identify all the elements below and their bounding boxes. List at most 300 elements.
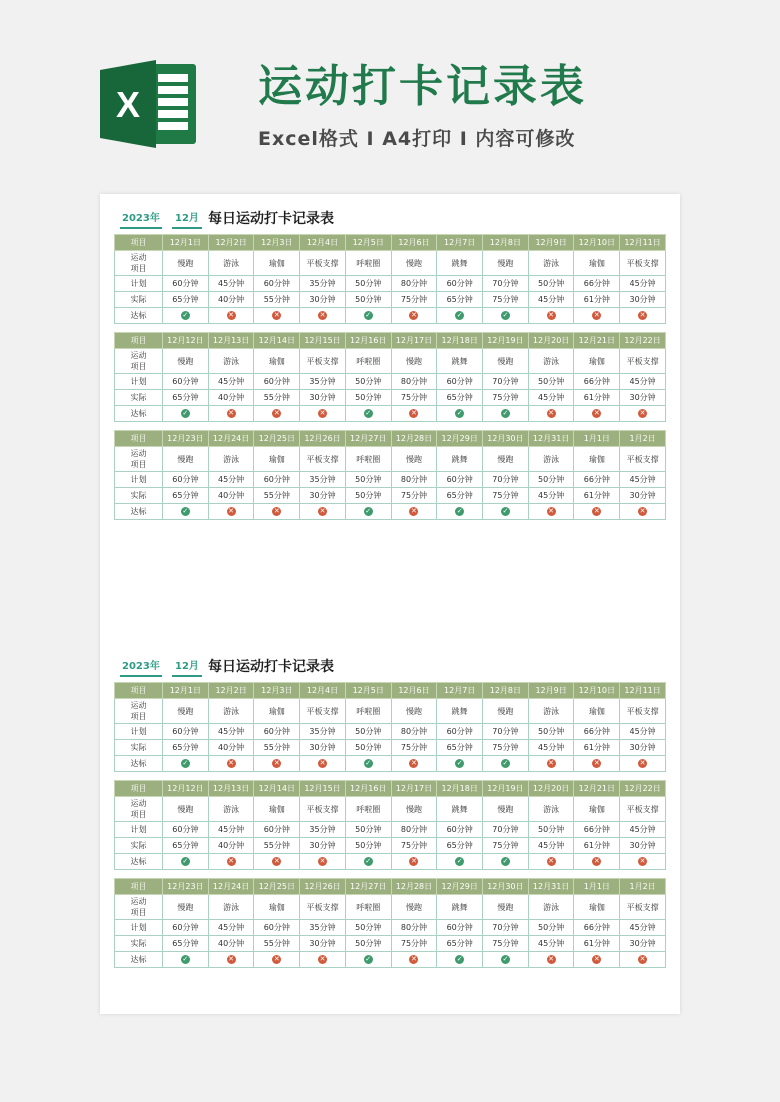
plan-cell: 45分钟 (208, 822, 254, 838)
cross-circle-icon: ✕ (548, 311, 555, 319)
cross-circle-icon: ✕ (639, 955, 646, 963)
check-circle-icon: ✓ (182, 759, 189, 767)
done-label: 达标 (115, 406, 163, 422)
done-cell (483, 308, 529, 324)
done-cell (163, 504, 209, 520)
activity-cell: 慢跑 (163, 349, 209, 374)
actual-cell: 30分钟 (300, 838, 346, 854)
cross-circle-icon: ✕ (228, 409, 235, 417)
activity-cell: 瑜伽 (574, 447, 620, 472)
activity-label-line2: 项目 (130, 264, 147, 273)
actual-cell: 61分钟 (574, 740, 620, 756)
date-cell: 12月11日 (620, 235, 666, 251)
done-row (115, 854, 666, 870)
plan-cell: 80分钟 (391, 374, 437, 390)
plan-cell: 35分钟 (300, 724, 346, 740)
cross-circle-icon: ✕ (319, 955, 326, 963)
sheet (100, 194, 680, 1014)
activity-label (115, 895, 163, 920)
done-cell (208, 504, 254, 520)
checkin-table (114, 234, 666, 324)
cross-circle-icon: ✕ (228, 857, 235, 865)
actual-cell: 30分钟 (300, 488, 346, 504)
check-circle-icon: ✓ (502, 857, 509, 865)
date-cell: 12月27日 (345, 879, 391, 895)
section-header (114, 656, 666, 682)
cross-circle-icon: ✕ (319, 857, 326, 865)
date-cell: 12月6日 (391, 235, 437, 251)
cross-circle-icon: ✕ (593, 955, 600, 963)
date-cell: 12月17日 (391, 333, 437, 349)
done-cell (483, 406, 529, 422)
done-cell (163, 308, 209, 324)
excel-logo-icon (100, 58, 200, 150)
plan-cell: 50分钟 (345, 920, 391, 936)
done-cell (208, 952, 254, 968)
date-cell: 12月7日 (437, 683, 483, 699)
done-cell (345, 406, 391, 422)
plan-cell: 45分钟 (620, 724, 666, 740)
actual-cell: 30分钟 (300, 740, 346, 756)
activity-cell: 游泳 (528, 797, 574, 822)
done-cell (437, 406, 483, 422)
actual-cell: 65分钟 (437, 488, 483, 504)
actual-cell: 75分钟 (483, 390, 529, 406)
done-cell (208, 308, 254, 324)
check-circle-icon: ✓ (365, 759, 372, 767)
done-label: 达标 (115, 504, 163, 520)
plan-cell: 60分钟 (254, 472, 300, 488)
date-cell: 12月12日 (163, 333, 209, 349)
date-cell: 12月28日 (391, 431, 437, 447)
plan-cell: 45分钟 (620, 920, 666, 936)
done-cell (620, 756, 666, 772)
check-circle-icon: ✓ (502, 311, 509, 319)
section-title: 每日运动打卡记录表 (208, 211, 334, 227)
actual-cell: 75分钟 (483, 740, 529, 756)
plan-cell: 70分钟 (483, 724, 529, 740)
cross-circle-icon: ✕ (593, 857, 600, 865)
check-circle-icon: ✓ (456, 955, 463, 963)
activity-cell: 慢跑 (163, 797, 209, 822)
done-cell (620, 854, 666, 870)
done-cell (345, 952, 391, 968)
date-row (115, 781, 666, 797)
date-cell: 12月31日 (528, 431, 574, 447)
date-cell: 12月13日 (208, 781, 254, 797)
activity-cell: 平板支撑 (300, 251, 346, 276)
done-cell (528, 406, 574, 422)
date-cell: 12月27日 (345, 431, 391, 447)
done-cell (391, 406, 437, 422)
actual-cell: 40分钟 (208, 292, 254, 308)
activity-cell: 瑜伽 (574, 251, 620, 276)
date-cell: 12月20日 (528, 333, 574, 349)
plan-cell: 35分钟 (300, 920, 346, 936)
done-cell (483, 756, 529, 772)
header-item-label: 项目 (115, 683, 163, 699)
actual-cell: 30分钟 (300, 292, 346, 308)
activity-label-line1: 运动 (130, 449, 147, 458)
activity-label-line1: 运动 (130, 701, 147, 710)
date-cell: 12月30日 (483, 431, 529, 447)
checkin-table (114, 332, 666, 422)
done-cell (345, 308, 391, 324)
done-cell (345, 854, 391, 870)
done-cell (574, 952, 620, 968)
activity-cell: 呼啦圈 (345, 699, 391, 724)
plan-cell: 45分钟 (620, 276, 666, 292)
cross-circle-icon: ✕ (639, 507, 646, 515)
done-cell (574, 854, 620, 870)
plan-label: 计划 (115, 472, 163, 488)
plan-row (115, 920, 666, 936)
page-title: 运动打卡记录表 (258, 61, 587, 112)
date-row (115, 683, 666, 699)
plan-cell: 60分钟 (254, 724, 300, 740)
actual-row (115, 292, 666, 308)
done-cell (483, 952, 529, 968)
checkin-table (114, 878, 666, 968)
plan-cell: 35分钟 (300, 472, 346, 488)
actual-cell: 75分钟 (483, 488, 529, 504)
cross-circle-icon: ✕ (273, 507, 280, 515)
activity-cell: 慢跑 (163, 699, 209, 724)
plan-cell: 45分钟 (620, 822, 666, 838)
activity-cell: 跳舞 (437, 797, 483, 822)
plan-cell: 60分钟 (163, 472, 209, 488)
actual-cell: 30分钟 (300, 390, 346, 406)
activity-cell: 呼啦圈 (345, 447, 391, 472)
actual-label: 实际 (115, 740, 163, 756)
plan-row (115, 276, 666, 292)
done-label: 达标 (115, 756, 163, 772)
activity-cell: 平板支撑 (620, 797, 666, 822)
plan-cell: 66分钟 (574, 374, 620, 390)
date-cell: 12月8日 (483, 683, 529, 699)
activity-row (115, 447, 666, 472)
actual-cell: 75分钟 (391, 488, 437, 504)
done-cell (574, 504, 620, 520)
cross-circle-icon: ✕ (273, 409, 280, 417)
done-cell (300, 308, 346, 324)
actual-cell: 50分钟 (345, 838, 391, 854)
cross-circle-icon: ✕ (319, 759, 326, 767)
check-circle-icon: ✓ (182, 955, 189, 963)
date-cell: 12月21日 (574, 333, 620, 349)
date-cell: 12月17日 (391, 781, 437, 797)
plan-label: 计划 (115, 724, 163, 740)
actual-row (115, 838, 666, 854)
cross-circle-icon: ✕ (548, 409, 555, 417)
done-cell (254, 308, 300, 324)
date-cell: 12月10日 (574, 235, 620, 251)
tracker-section (114, 656, 666, 976)
done-row (115, 952, 666, 968)
cross-circle-icon: ✕ (319, 507, 326, 515)
week-block (114, 682, 666, 772)
page-subtitle: Excel格式 Ⅰ A4打印 Ⅰ 内容可修改 (258, 128, 576, 150)
plan-label: 计划 (115, 822, 163, 838)
activity-cell: 慢跑 (483, 699, 529, 724)
cross-circle-icon: ✕ (273, 759, 280, 767)
cross-circle-icon: ✕ (548, 507, 555, 515)
check-circle-icon: ✓ (365, 507, 372, 515)
check-circle-icon: ✓ (456, 311, 463, 319)
actual-cell: 61分钟 (574, 292, 620, 308)
plan-cell: 50分钟 (528, 472, 574, 488)
date-cell: 12月10日 (574, 683, 620, 699)
activity-cell: 慢跑 (391, 699, 437, 724)
plan-cell: 66分钟 (574, 724, 620, 740)
done-label: 达标 (115, 308, 163, 324)
date-cell: 12月4日 (300, 683, 346, 699)
activity-row (115, 349, 666, 374)
activity-cell: 平板支撑 (300, 699, 346, 724)
actual-cell: 55分钟 (254, 390, 300, 406)
actual-cell: 55分钟 (254, 936, 300, 952)
done-cell (163, 406, 209, 422)
plan-cell: 60分钟 (437, 920, 483, 936)
plan-row (115, 822, 666, 838)
activity-cell: 平板支撑 (620, 699, 666, 724)
check-circle-icon: ✓ (502, 409, 509, 417)
activity-cell: 慢跑 (391, 251, 437, 276)
done-cell (437, 504, 483, 520)
date-cell: 12月22日 (620, 781, 666, 797)
checkin-table (114, 780, 666, 870)
activity-cell: 呼啦圈 (345, 895, 391, 920)
actual-cell: 30分钟 (620, 936, 666, 952)
date-cell: 12月6日 (391, 683, 437, 699)
month-label: 12月 (172, 660, 202, 677)
activity-label (115, 797, 163, 822)
date-row (115, 431, 666, 447)
actual-cell: 65分钟 (437, 740, 483, 756)
activity-cell: 跳舞 (437, 895, 483, 920)
activity-cell: 平板支撑 (300, 349, 346, 374)
actual-cell: 30分钟 (620, 488, 666, 504)
activity-cell: 慢跑 (391, 447, 437, 472)
plan-row (115, 724, 666, 740)
done-label: 达标 (115, 952, 163, 968)
actual-cell: 45分钟 (528, 292, 574, 308)
date-cell: 12月26日 (300, 879, 346, 895)
date-cell: 12月1日 (163, 683, 209, 699)
done-row (115, 308, 666, 324)
done-cell (208, 854, 254, 870)
activity-label-line2: 项目 (130, 712, 147, 721)
actual-label: 实际 (115, 292, 163, 308)
date-cell: 12月25日 (254, 879, 300, 895)
activity-row (115, 895, 666, 920)
activity-label (115, 251, 163, 276)
plan-cell: 60分钟 (437, 822, 483, 838)
plan-cell: 45分钟 (208, 724, 254, 740)
activity-cell: 游泳 (208, 447, 254, 472)
month-label: 12月 (172, 212, 202, 229)
logo-letter: X (115, 84, 141, 125)
cross-circle-icon: ✕ (548, 759, 555, 767)
activity-cell: 慢跑 (163, 251, 209, 276)
date-cell: 12月19日 (483, 781, 529, 797)
plan-row (115, 374, 666, 390)
actual-cell: 75分钟 (391, 390, 437, 406)
activity-cell: 瑜伽 (254, 699, 300, 724)
date-cell: 12月19日 (483, 333, 529, 349)
actual-label: 实际 (115, 936, 163, 952)
actual-cell: 55分钟 (254, 740, 300, 756)
actual-cell: 61分钟 (574, 936, 620, 952)
plan-cell: 45分钟 (620, 374, 666, 390)
activity-label-line2: 项目 (130, 460, 147, 469)
done-cell (163, 756, 209, 772)
actual-cell: 40分钟 (208, 838, 254, 854)
activity-cell: 跳舞 (437, 349, 483, 374)
date-cell: 12月16日 (345, 781, 391, 797)
date-row (115, 879, 666, 895)
done-cell (254, 406, 300, 422)
check-circle-icon: ✓ (502, 955, 509, 963)
activity-cell: 瑜伽 (574, 349, 620, 374)
date-cell: 12月24日 (208, 879, 254, 895)
cross-circle-icon: ✕ (639, 409, 646, 417)
cross-circle-icon: ✕ (639, 311, 646, 319)
week-block (114, 332, 666, 422)
actual-cell: 55分钟 (254, 838, 300, 854)
plan-cell: 70分钟 (483, 374, 529, 390)
activity-label-line2: 项目 (130, 810, 147, 819)
activity-cell: 呼啦圈 (345, 797, 391, 822)
done-cell (391, 756, 437, 772)
actual-cell: 50分钟 (345, 390, 391, 406)
actual-cell: 65分钟 (163, 838, 209, 854)
actual-row (115, 488, 666, 504)
section-header (114, 208, 666, 234)
done-row (115, 504, 666, 520)
date-cell: 12月8日 (483, 235, 529, 251)
plan-cell: 80分钟 (391, 920, 437, 936)
activity-cell: 平板支撑 (300, 447, 346, 472)
done-cell (437, 308, 483, 324)
week-block (114, 780, 666, 870)
actual-cell: 65分钟 (163, 390, 209, 406)
plan-cell: 45分钟 (208, 920, 254, 936)
done-cell (254, 504, 300, 520)
cross-circle-icon: ✕ (319, 311, 326, 319)
activity-cell: 慢跑 (391, 797, 437, 822)
activity-cell: 平板支撑 (620, 349, 666, 374)
activity-label (115, 447, 163, 472)
plan-cell: 70分钟 (483, 276, 529, 292)
done-cell (345, 504, 391, 520)
check-circle-icon: ✓ (502, 759, 509, 767)
actual-cell: 30分钟 (620, 292, 666, 308)
activity-cell: 平板支撑 (620, 251, 666, 276)
header-item-label: 项目 (115, 235, 163, 251)
header-item-label: 项目 (115, 431, 163, 447)
activity-label-line1: 运动 (130, 799, 147, 808)
date-cell: 12月11日 (620, 683, 666, 699)
plan-cell: 45分钟 (208, 276, 254, 292)
plan-cell: 60分钟 (163, 276, 209, 292)
done-cell (391, 854, 437, 870)
actual-cell: 65分钟 (163, 488, 209, 504)
done-cell (483, 854, 529, 870)
week-block (114, 234, 666, 324)
activity-cell: 瑜伽 (254, 447, 300, 472)
activity-cell: 游泳 (528, 349, 574, 374)
activity-cell: 慢跑 (391, 895, 437, 920)
plan-cell: 50分钟 (528, 920, 574, 936)
actual-cell: 40分钟 (208, 390, 254, 406)
activity-cell: 平板支撑 (300, 797, 346, 822)
activity-cell: 慢跑 (163, 895, 209, 920)
cross-circle-icon: ✕ (411, 857, 417, 865)
plan-cell: 50分钟 (345, 276, 391, 292)
date-cell: 12月2日 (208, 683, 254, 699)
plan-cell: 66分钟 (574, 472, 620, 488)
year-label: 2023年 (120, 660, 162, 677)
date-cell: 12月16日 (345, 333, 391, 349)
done-cell (254, 756, 300, 772)
date-cell: 12月14日 (254, 781, 300, 797)
actual-cell: 65分钟 (163, 740, 209, 756)
activity-cell: 瑜伽 (254, 251, 300, 276)
actual-row (115, 390, 666, 406)
done-cell (345, 756, 391, 772)
week-block (114, 878, 666, 968)
activity-cell: 瑜伽 (254, 349, 300, 374)
date-cell: 12月26日 (300, 431, 346, 447)
date-cell: 1月1日 (574, 431, 620, 447)
week-block (114, 430, 666, 520)
activity-cell: 慢跑 (391, 349, 437, 374)
done-label: 达标 (115, 854, 163, 870)
plan-cell: 80分钟 (391, 276, 437, 292)
actual-cell: 75分钟 (483, 292, 529, 308)
date-cell: 12月30日 (483, 879, 529, 895)
actual-cell: 75分钟 (391, 936, 437, 952)
actual-cell: 45分钟 (528, 838, 574, 854)
actual-cell: 65分钟 (437, 838, 483, 854)
done-cell (620, 406, 666, 422)
date-cell: 12月22日 (620, 333, 666, 349)
date-cell: 12月18日 (437, 333, 483, 349)
done-cell (528, 854, 574, 870)
activity-cell: 瑜伽 (254, 895, 300, 920)
section-title: 每日运动打卡记录表 (208, 659, 334, 675)
date-cell: 12月13日 (208, 333, 254, 349)
plan-cell: 35分钟 (300, 374, 346, 390)
done-cell (300, 854, 346, 870)
check-circle-icon: ✓ (456, 857, 463, 865)
activity-cell: 慢跑 (483, 797, 529, 822)
activity-label-line1: 运动 (130, 897, 147, 906)
header-item-label: 项目 (115, 879, 163, 895)
done-cell (300, 504, 346, 520)
actual-cell: 30分钟 (620, 740, 666, 756)
activity-cell: 瑜伽 (254, 797, 300, 822)
actual-cell: 65分钟 (163, 292, 209, 308)
date-cell: 1月2日 (620, 879, 666, 895)
actual-cell: 65分钟 (437, 936, 483, 952)
plan-cell: 66分钟 (574, 822, 620, 838)
done-cell (620, 308, 666, 324)
activity-cell: 游泳 (528, 447, 574, 472)
actual-cell: 30分钟 (300, 936, 346, 952)
activity-cell: 游泳 (208, 251, 254, 276)
